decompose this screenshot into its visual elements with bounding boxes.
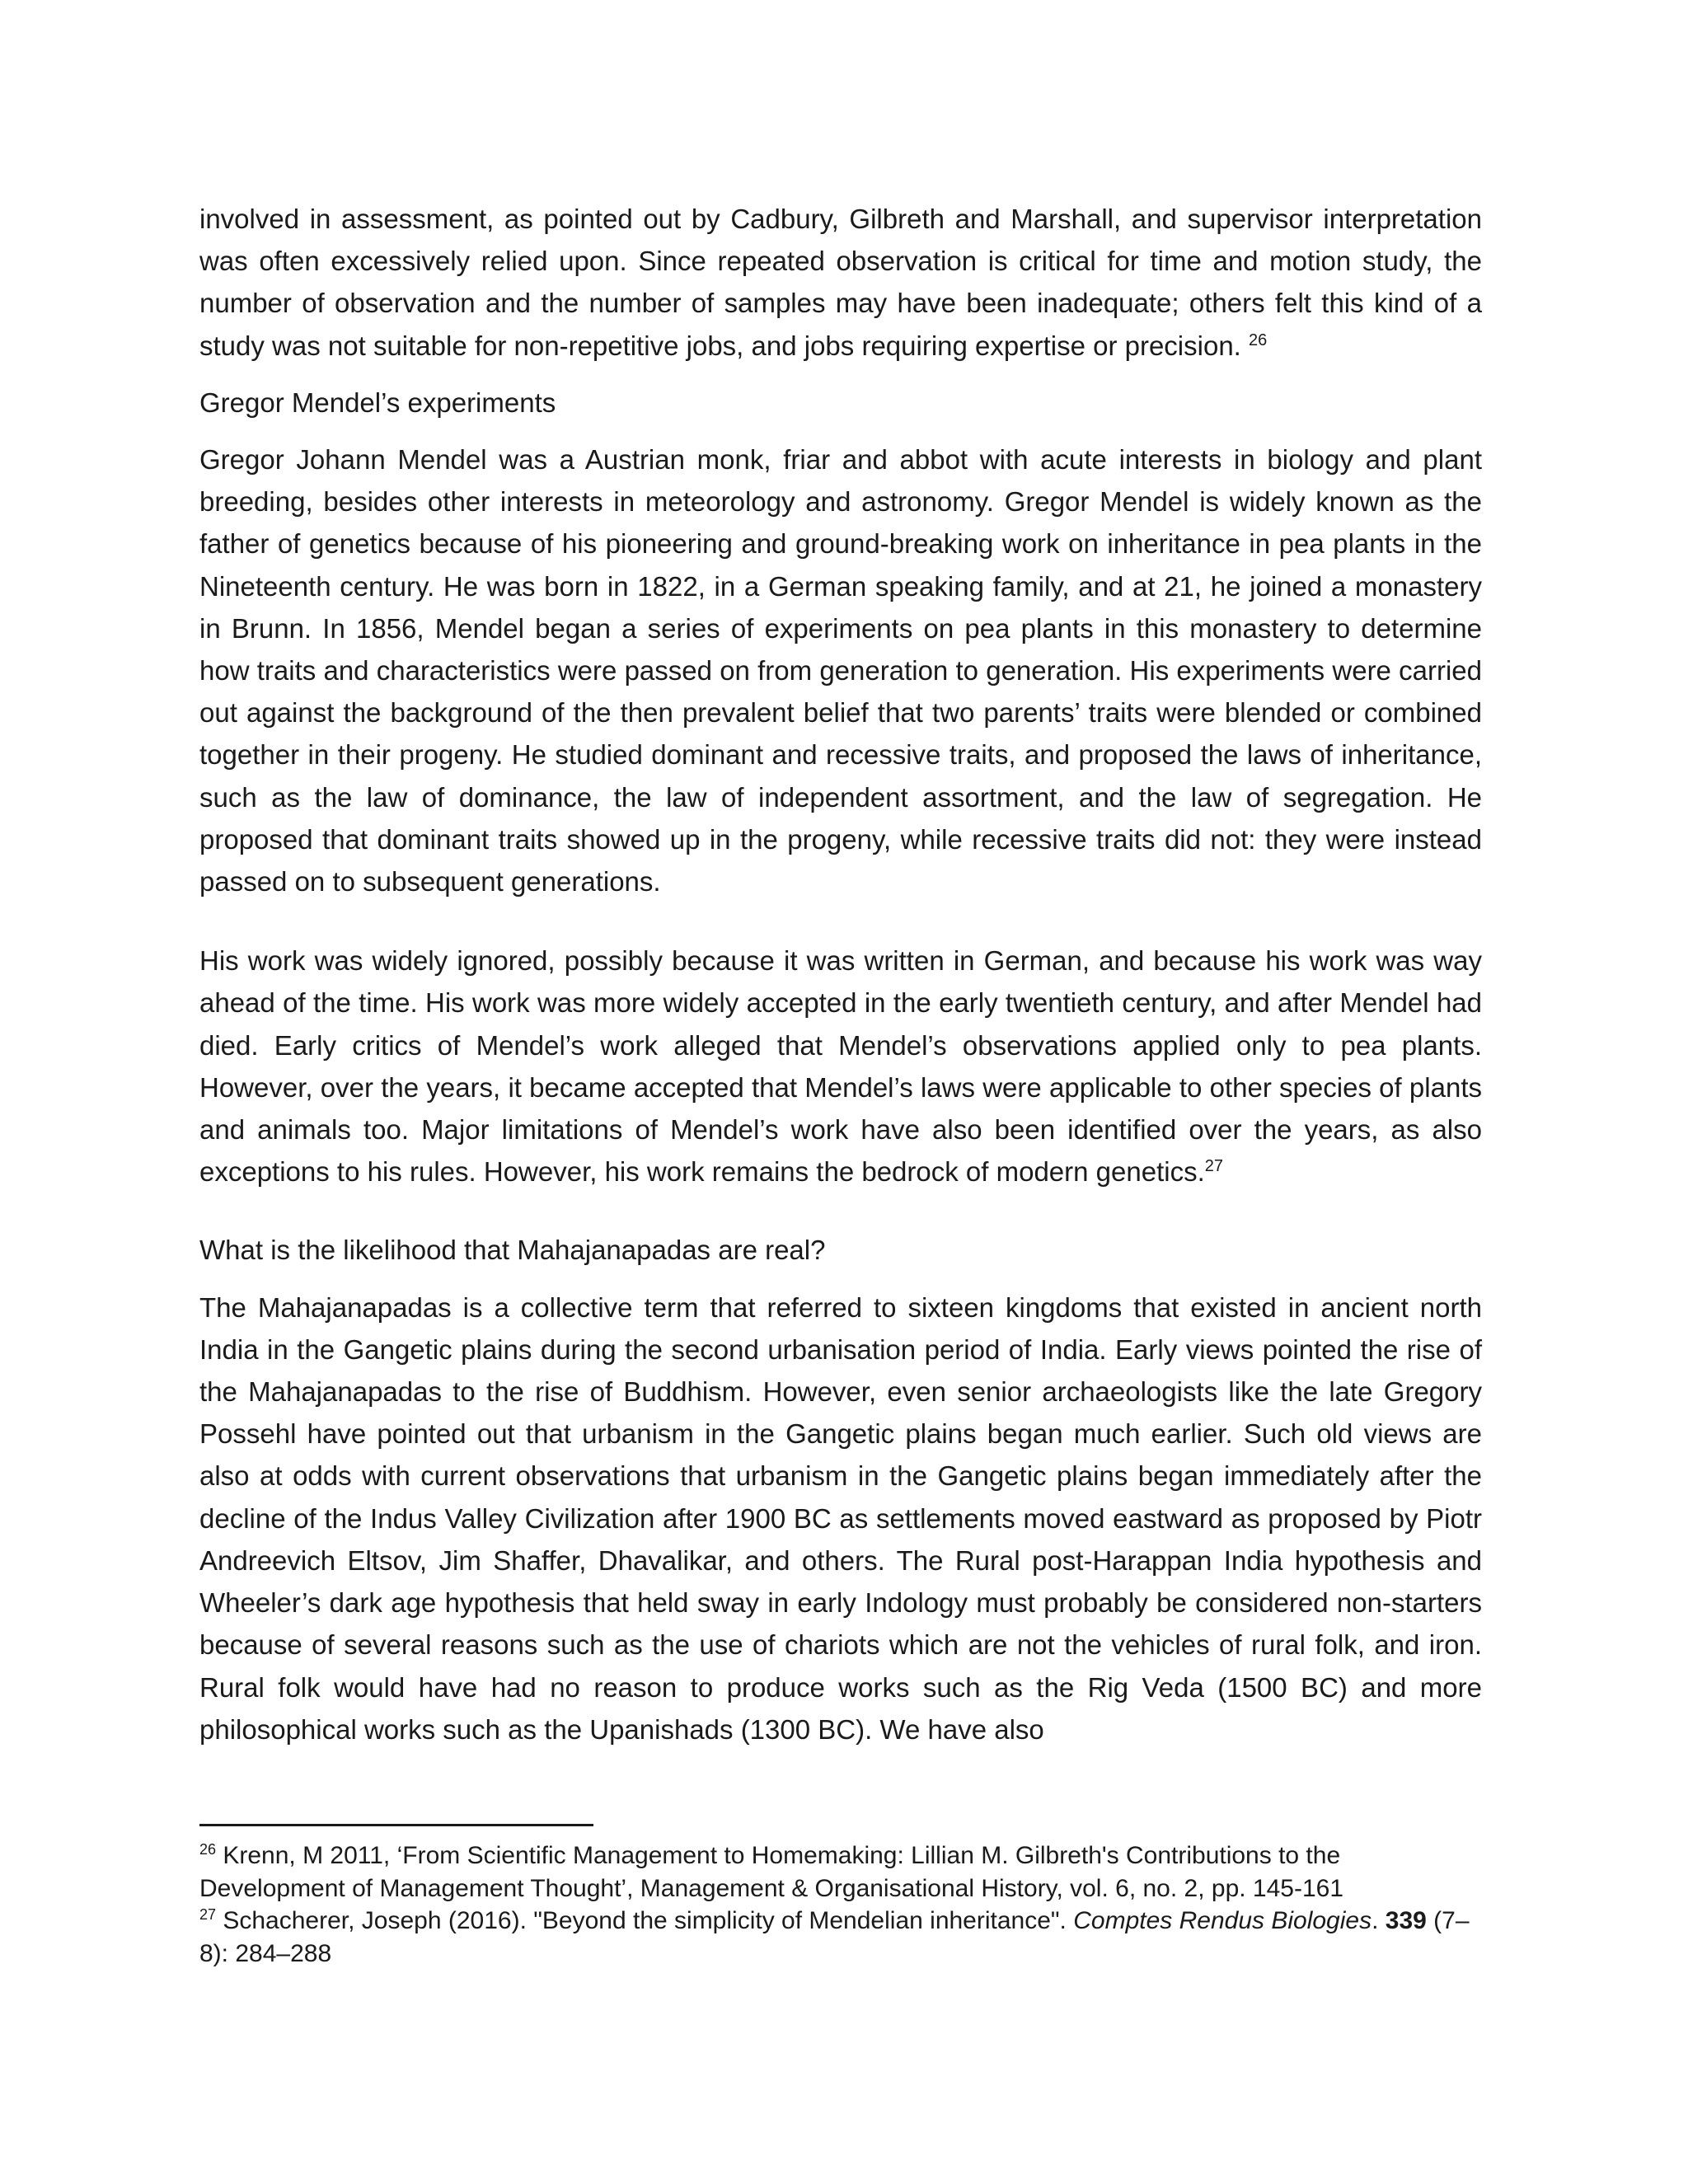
footnote-number: 27 [199,1906,217,1923]
footnote-separator [199,1824,593,1826]
paragraph-mendel-biography: Gregor Johann Mendel was a Austrian monk, friar and abbot with acute interests in biology and plant breeding, besides other interests in meteorology and astronomy. Gregor Mendel is widely known as the father of genetics because of his pioneering and ground-breaking work on inheritance in pea plants in the Nineteenth century. He was born in 1822, in a German speaking family, and at 21, he joined a monastery in Brunn. In 1856, Mendel began a series of experiments on pea plants in this monastery to determine how traits and characteristics were passed on from generation to generation. His experiments were carried out against the background of the then prevalent belief that two parents’ traits were blended or combined together in their progeny. He studied dominant and recessive traits, and proposed the laws of inheritance, such as the law of dominance, the law of independent assortment, and the law of segregation. He proposed that dominant traits showed up in the progeny, while recessive traits did not: they were instead passed on to subsequent generations. [199,444,1482,898]
footnote-text: Krenn, M 2011, ‘From Scientific Management to Homemaking: Lillian M. Gilbreth's Contributions to the Development of Management Thought’, Management & Organisational History, vol. 6, no. 2, pp. 145-161 [199,1842,1344,1902]
footnote-ref-27[interactable]: 27 [1204,1157,1223,1176]
paragraph-mendel-legacy [199,940,1482,1193]
page-body [199,198,1482,1750]
footnote-number: 26 [199,1841,217,1858]
footnote-26 [199,1840,1482,1905]
footnote-separator-text: . [1372,1907,1386,1934]
paragraph-mahajanapadas: The Mahajanapadas is a collective term that referred to sixteen kingdoms that existed in ancient north India in the Gangetic plains during the second urbanisation period of India. Early views pointed the rise of the Mahajanapadas to the rise of Buddhism. However, even senior archaeologists like the late Gregory Possehl have pointed out that urbanism in the Gangetic plains began much earlier. Such old views are also at odds with current observations that urbanism in the Gangetic plains began immediately after the decline of the Indus Valley Civilization after 1900 BC as settlements moved eastward as proposed by Piotr Andreevich Eltsov, Jim Shaffer, Dhavalikar, and others. The Rural post-Harappan India hypothesis and Wheeler’s dark age hypothesis that held sway in early Indology must probably be considered non-starters because of several reasons such as the use of chariots which are not the vehicles of rural folk, and iron. Rural folk would have had no reason to produce works such as the Rig Veda (1500 BC) and more philosophical works such as the Upanishads (1300 BC). We have also [199,1291,1482,1745]
footnotes [199,1840,1482,1970]
footnote-27 [199,1905,1482,1970]
footnote-pages: (7–8): 284–288 [199,1907,1470,1967]
footnote-journal-title: Comptes Rendus Biologies [1073,1907,1372,1934]
paragraph-time-motion-critique [199,198,1482,367]
section-heading-mahajanapadas: What is the likelihood that Mahajanapadas are real? [199,1235,826,1266]
footnote-ref-26[interactable]: 26 [1249,330,1268,349]
footnote-volume: 339 [1385,1907,1427,1934]
section-heading-mendel: Gregor Mendel’s experiments [199,387,556,418]
paragraph-text: involved in assessment, as pointed out by Cadbury, Gilbreth and Marshall, and supervisor interpretation was often excessively relied upon. Since repeated observation is critical for time and motion study, the number of observation and the number of samples may have been inadequate; others felt this kind of a study was not suitable for non-repetitive jobs, and jobs requiring expertise or precision. [199,204,1482,361]
footnote-text: Schacherer, Joseph (2016). "Beyond the simplicity of Mendelian inheritance". [216,1907,1074,1934]
paragraph-text: His work was widely ignored, possibly because it was written in German, and because his work was way ahead of the time. His work was more widely accepted in the early twentieth century, and after Mendel had died. Early critics of Mendel’s work alleged that Mendel’s observations applied only to pea plants. However, over the years, it became accepted that Mendel’s laws were applicable to other species of plants and animals too. Major limitations of Mendel’s work have also been identified over the years, as also exceptions to his rules. However, his work remains the bedrock of modern genetics. [199,945,1482,1188]
